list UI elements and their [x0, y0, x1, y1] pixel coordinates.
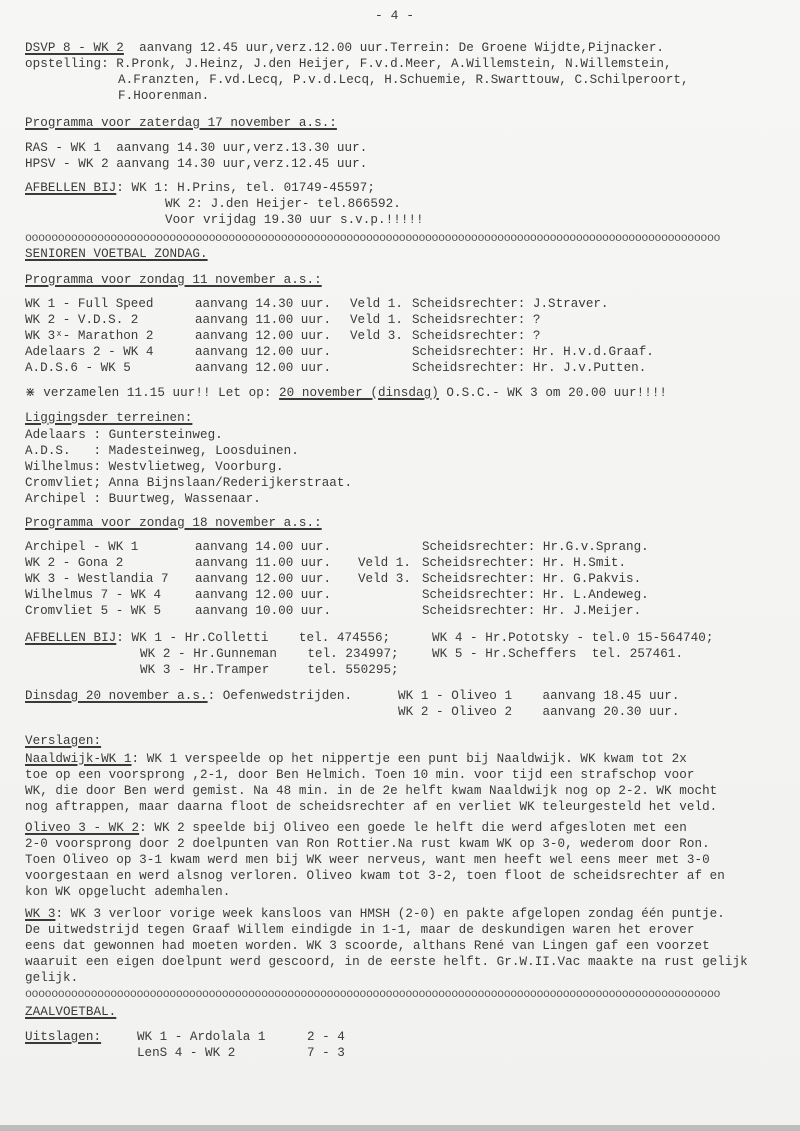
report-1-line-1: Naaldwijk-WK 1: WK 1 verspeelde op het nippertje een punt bij Naaldwijk. WK kwam tot 2x	[25, 752, 687, 766]
tuesday-match-1: WK 1 - Oliveo 1 aanvang 18.45 uur.	[398, 689, 680, 703]
cancel-line-3: WK 3 - Hr.Tramper tel. 550295;	[140, 663, 399, 677]
saturday-match-1: RAS - WK 1 aanvang 14.30 uur,verz.13.30 uur.	[25, 141, 368, 155]
time: aanvang 12.00 uur.	[195, 588, 332, 602]
referee: Scheidsrechter: Hr. J.Meijer.	[422, 604, 642, 618]
divider: oooooooooooooooooooooooooooooooooooooooooooooooooooooooooooooooooooooooooooooooooooooooooooooooooooooooooo	[25, 232, 721, 245]
time: aanvang 11.00 uur.	[195, 556, 332, 570]
lineup-line-1: opstelling: R.Pronk, J.Heinz, J.den Heijer, F.v.d.Meer, A.Willemstein, N.Willemstein,	[25, 57, 672, 71]
report-line: toe op een voorsprong ,2-1, door Ben Helmich. Toen 10 min. voor tijd een strafschop voor	[25, 768, 695, 782]
top-match-details: aanvang 12.45 uur,verz.12.00 uur.Terrein: De Groene Wijdte,Pijnacker.	[123, 41, 665, 55]
report-line: De uitwedstrijd tegen Graaf Willem eindigde in 1-1, maar de deskundigen waren het erover	[25, 923, 695, 937]
saturday-heading: Programma voor zaterdag 17 november a.s.:	[25, 116, 337, 130]
field: Veld 1.	[358, 556, 411, 570]
cancel-right-2: WK 5 - Hr.Scheffers tel. 257461.	[432, 647, 684, 661]
referee: Scheidsrechter: ?	[412, 313, 541, 327]
cancel-right-1: WK 4 - Hr.Pototsky - tel.0 15-564740;	[432, 631, 714, 645]
cancel-line-1: AFBELLEN BIJ: WK 1 - Hr.Colletti tel. 474556;	[25, 631, 391, 645]
report-line: nog aftrappen, maar daarna floot de scheidsrechter af en verliet WK teleurgesteld het veld.	[25, 800, 718, 814]
time: aanvang 10.00 uur.	[195, 604, 332, 618]
match: Archipel - WK 1	[25, 540, 139, 554]
divider: oooooooooooooooooooooooooooooooooooooooooooooooooooooooooooooooooooooooooooooooooooooooooooooooooooooooooo	[25, 988, 721, 1001]
report-line: 2-0 voorsprong door 2 doelpunten van Ron Rottier.Na rust kwam WK op 3-0, wederom door Ron.	[25, 837, 710, 851]
match: Wilhelmus 7 - WK 4	[25, 588, 162, 602]
report-line: voorgestaan en werd alsnog verloren. Oliveo kwam tot 3-2, toen floot de scheidsrechter af en	[25, 869, 725, 883]
top-match-title: DSVP 8 - WK 2	[25, 41, 124, 55]
location-item: Cromvliet; Anna Bijnslaan/Rederijkerstraat.	[25, 476, 353, 490]
report-2-line-1: Oliveo 3 - WK 2: WK 2 speelde bij Oliveo een goede le helft die werd afgesloten met een	[25, 821, 687, 835]
referee: Scheidsrechter: J.Straver.	[412, 297, 609, 311]
cancel-line-2: WK 2 - Hr.Gunneman tel. 234997;	[140, 647, 399, 661]
tuesday-line: Dinsdag 20 november a.s.: Oefenwedstrijden.	[25, 689, 353, 703]
result-score: 7 - 3	[307, 1046, 345, 1060]
location-item: Archipel : Buurtweg, Wassenaar.	[25, 492, 261, 506]
lineup-line-3: F.Hoorenman.	[118, 89, 210, 103]
time: aanvang 12.00 uur.	[195, 572, 332, 586]
match: WK 1 - Full Speed	[25, 297, 154, 311]
referee: Scheidsrechter: Hr. J.v.Putten.	[412, 361, 647, 375]
referee: Scheidsrechter: Hr. G.Pakvis.	[422, 572, 642, 586]
result-match: WK 1 - Ardolala 1	[137, 1030, 266, 1044]
location-item: Wilhelmus: Westvlietweg, Voorburg.	[25, 460, 284, 474]
lineup-label: opstelling:	[25, 57, 109, 71]
tuesday-match-2: WK 2 - Oliveo 2 aanvang 20.30 uur.	[398, 705, 680, 719]
page-number: - 4 -	[375, 8, 415, 23]
report-line: waaruit een eigen doelpunt werd gescoord, in de eerste helft. Gr.W.II.Vac maakte na rust gelijk	[25, 955, 748, 969]
saturday-cancel-line-3: Voor vrijdag 19.30 uur s.v.p.!!!!!	[165, 213, 424, 227]
field: Veld 3.	[358, 572, 411, 586]
match: WK 3ˣ- Marathon 2	[25, 329, 154, 343]
time: aanvang 12.00 uur.	[195, 345, 332, 359]
field: Veld 1.	[350, 313, 403, 327]
referee: Scheidsrechter: Hr. H.Smit.	[422, 556, 627, 570]
futsal-title: ZAALVOETBAL.	[25, 1005, 117, 1019]
saturday-cancel-line-2: WK 2: J.den Heijer- tel.866592.	[165, 197, 401, 211]
report-3-line-1: WK 3: WK 3 verloor vorige week kansloos van HMSH (2-0) en pakte afgelopen zondag één puntje.	[25, 907, 725, 921]
match: WK 2 - V.D.S. 2	[25, 313, 139, 327]
field: Veld 3.	[350, 329, 403, 343]
program-18-heading: Programma voor zondag 18 november a.s.:	[25, 516, 322, 530]
program-11-heading: Programma voor zondag 11 november a.s.:	[25, 273, 322, 287]
page-edge	[0, 1125, 800, 1131]
time: aanvang 12.00 uur.	[195, 361, 332, 375]
referee: Scheidsrechter: Hr. H.v.d.Graaf.	[412, 345, 654, 359]
match: Adelaars 2 - WK 4	[25, 345, 154, 359]
top-match-line	[25, 40, 664, 56]
location-item: Adelaars : Guntersteinweg.	[25, 428, 223, 442]
match: WK 2 - Gona 2	[25, 556, 124, 570]
time: aanvang 11.00 uur.	[195, 313, 332, 327]
saturday-cancel-line-1: AFBELLEN BIJ: WK 1: H.Prins, tel. 01749-45597;	[25, 181, 375, 195]
senior-section-title: SENIOREN VOETBAL ZONDAG.	[25, 247, 208, 261]
result-score: 2 - 4	[307, 1030, 345, 1044]
report-line: WK, die door Ben werd gemist. Na 48 min. in de 2e helft kwam Naaldwijk nog op 2-2. WK mocht	[25, 784, 718, 798]
report-line: eens dat gewonnen had moeten worden. WK 3 scoorde, althans René van Lingen gaf een voorzet	[25, 939, 710, 953]
results-label: Uitslagen:	[25, 1030, 102, 1044]
referee: Scheidsrechter: Hr.G.v.Sprang.	[422, 540, 649, 554]
reports-heading: Verslagen:	[25, 734, 102, 748]
time: aanvang 14.00 uur.	[195, 540, 332, 554]
lineup-line-2: A.Franzten, F.vd.Lecq, P.v.d.Lecq, H.Schuemie, R.Swarttouw, C.Schilperoort,	[118, 73, 689, 87]
match: Cromvliet 5 - WK 5	[25, 604, 162, 618]
report-line: kon WK opgelucht ademhalen.	[25, 885, 231, 899]
time: aanvang 14.30 uur.	[195, 297, 332, 311]
location-item: A.D.S. : Madesteinweg, Loosduinen.	[25, 444, 299, 458]
match: WK 3 - Westlandia 7	[25, 572, 169, 586]
match: A.D.S.6 - WK 5	[25, 361, 131, 375]
field: Veld 1.	[350, 297, 403, 311]
locations-heading: Liggingsder terreinen:	[25, 411, 193, 425]
referee: Scheidsrechter: Hr. L.Andeweg.	[422, 588, 649, 602]
saturday-match-2: HPSV - WK 2 aanvang 14.30 uur,verz.12.45 uur.	[25, 157, 368, 171]
program-11-note: ⋇ verzamelen 11.15 uur!! Let op: 20 november (dinsdag) O.S.C.- WK 3 om 20.00 uur!!!!	[25, 386, 668, 400]
result-match: LenS 4 - WK 2	[137, 1046, 236, 1060]
cancel-label: AFBELLEN BIJ	[25, 181, 117, 195]
time: aanvang 12.00 uur.	[195, 329, 332, 343]
report-line: Toen Oliveo op 3-1 kwam werd men bij WK weer nerveus, want men heeft wel eens meer met 3-0	[25, 853, 710, 867]
report-line: gelijk.	[25, 971, 79, 985]
referee: Scheidsrechter: ?	[412, 329, 541, 343]
